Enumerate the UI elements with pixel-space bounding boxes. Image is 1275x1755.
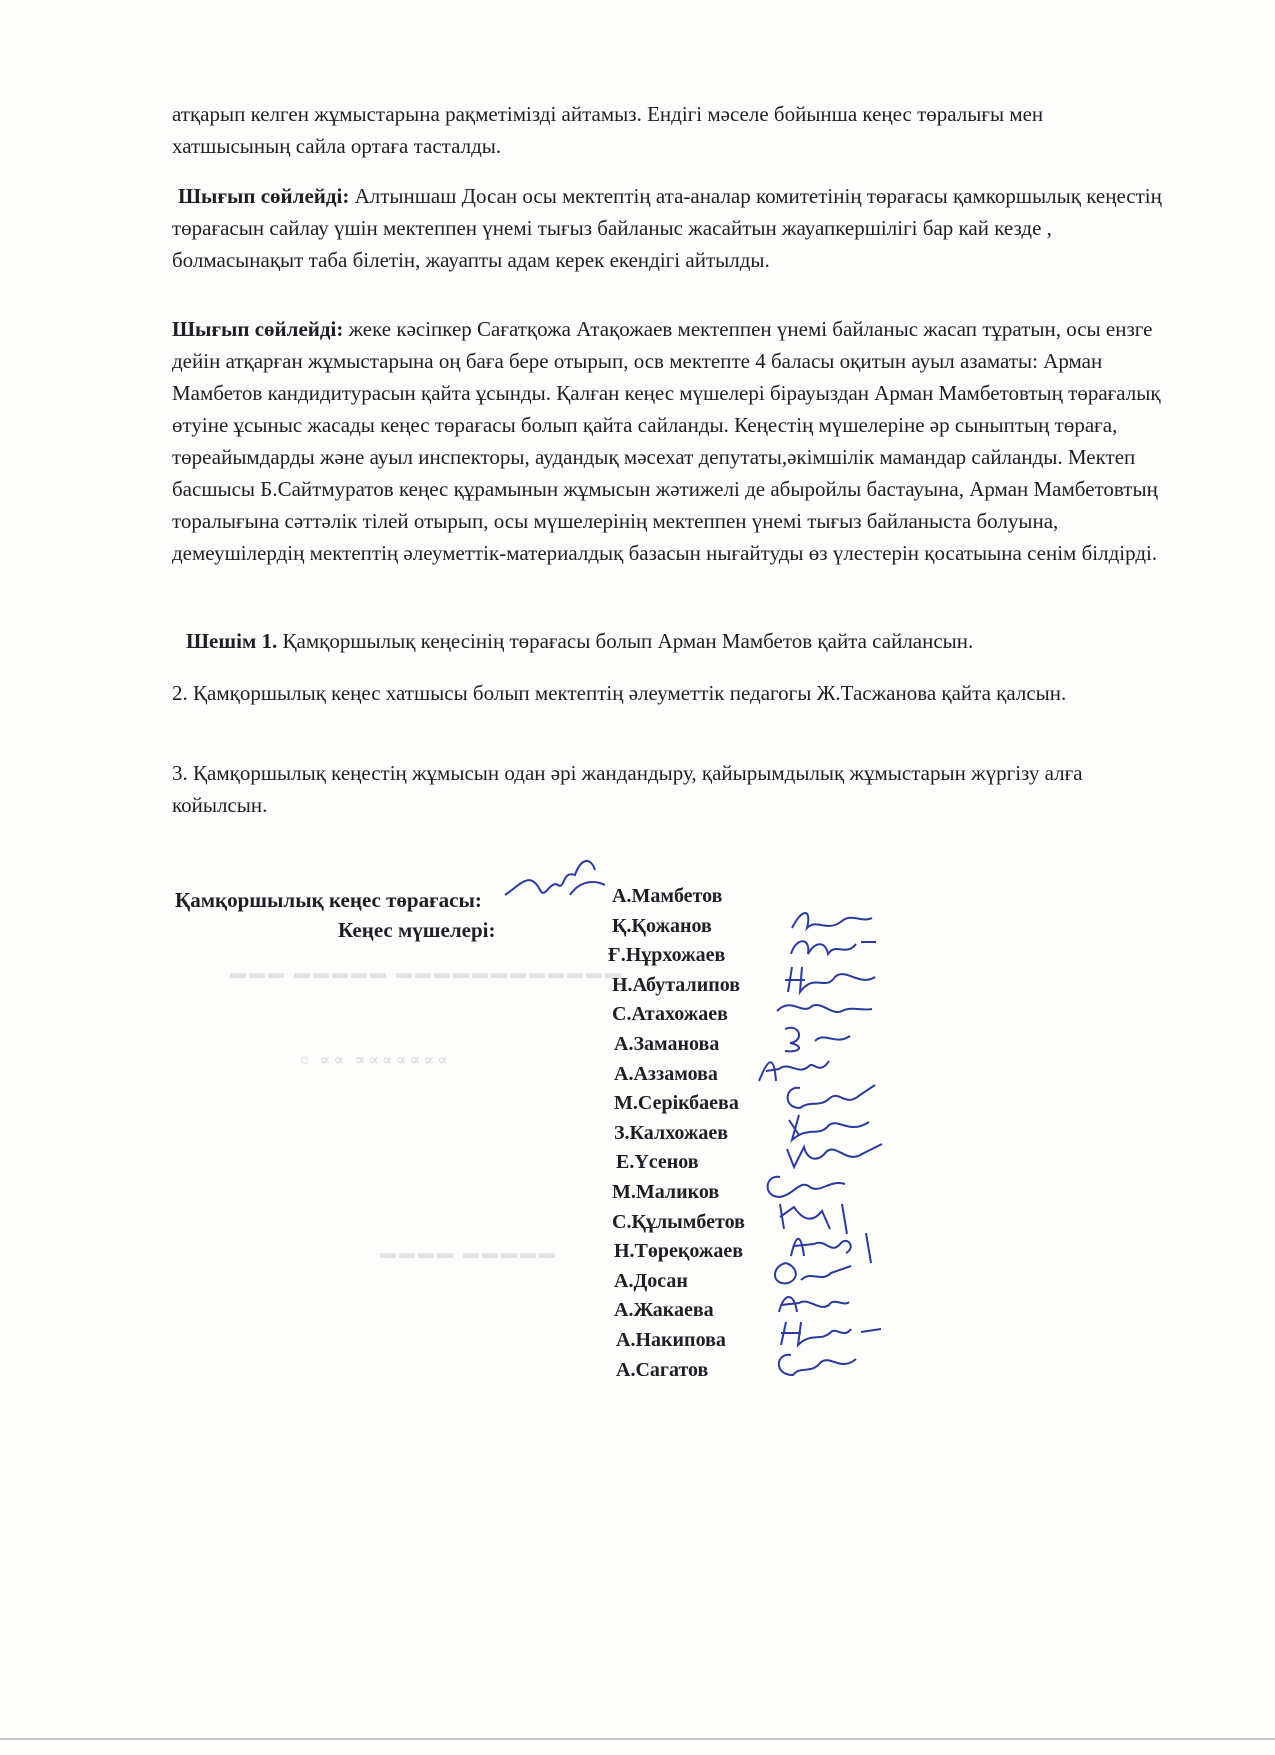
members-label: Кеңес мүшелері: [338,918,496,942]
member-name: М.Маликов [612,1181,720,1203]
chair-label: Қамқоршылық кеңес төрағасы: [175,888,482,912]
member-name: А.Накипова [616,1329,726,1351]
member-name: С.Құлымбетов [612,1211,745,1233]
chair-signature [500,850,610,920]
page-edge-line [0,1738,1275,1740]
member-name: А.Досан [614,1270,688,1292]
paragraph-decision-2: 2. Қамқоршылық кеңес хатшысы болып мектептің әлеуметтік педагогы Ж.Тасжанова қайта қалсын. [172,681,1067,705]
bleed-through-mark: ○ ∝∝ ∝∝∝∝∝∝∝ [300,1052,452,1069]
paragraph-decision-3: 3. Қамқоршылық кеңестің жұмысын одан әрі жандандыру, қайырымдылық жұмыстарын жүргізу алға койылсын. [172,761,1083,817]
member-name: З.Калхожаев [614,1122,729,1144]
member-name: Қ.Қожанов [612,915,712,937]
member-name: А.Аззамова [614,1063,718,1085]
member-name: Н.Төреқожаев [614,1240,744,1262]
paragraph-speaker-1: Шығып сөйлейді: Алтыншаш Досан осы мектептің ата-аналар комитетінің төрағасы қамкоршылық кеңестің төрағасын сайлау үшін мектеппен үнемі тығыз байланыс жасайтын жауапкершілігі бар кай кезде , болмасынақыт таба білетін, жауапты адам керек екендігі айтылды. [172,184,1162,272]
member-name: Ғ.Нұрхожаев [608,944,726,966]
member-name: А.Заманова [614,1033,720,1055]
member-name: Е.Үсенов [616,1151,699,1173]
member-name: А.Жакаева [614,1299,714,1321]
member-name: А.Мамбетов [612,885,723,907]
member-name: С.Атахожаев [612,1003,728,1025]
bleed-through-mark: ▬▬▬▬ ▬▬▬▬▬ [380,1245,558,1262]
member-name: М.Серікбаева [614,1092,739,1114]
member-name: А.Сагатов [616,1359,709,1381]
member-name: Н.Абуталипов [612,974,741,996]
member-signature [771,1347,881,1387]
bleed-through-mark: ▬▬▬ ▬▬▬▬▬ ▬▬▬▬▬▬▬▬▬▬▬▬ [230,965,624,982]
paragraph-decision-1: Шешім 1. Қамқоршылық кеңесінің төрағасы болып Арман Мамбетов қайта сайлансын. [186,629,974,653]
paragraph-intro: атқарып келген жұмыстарына рақметімізді айтамыз. Ендігі мәселе бойынша кеңес төралығы мен хатшысының сайла ортаға тасталды. [172,102,1044,158]
paragraph-speaker-2: Шығып сөйлейді: жеке кәсіпкер Сағатқожа Атақожаев мектеппен үнемі байланыс жасап тұратын, осы ензге дейін атқарған жұмыстарына оң баға бере отырып, осв мектепте 4 баласы оқитын ауыл азаматы: Арман Мамбетов кандидитурасын қайта ұсынды. Қалған кеңес мүшелері бірауыздан Арман Мамбетовтың төрағалық өтуіне ұсыныс жасады кеңес төрағасы болып қайта сайланды. Кеңестің мүшелеріне әр сыныптың төраға, төреайымдарды және ауыл инспекторы, аудандық мәсехат депутаты,әкімшілік мамандар сайланды. Мектеп басшысы Б.Сайтмуратов кеңес құрамынын жұмысын жәтижелі де абыройлы бастауына, Арман Мамбетовтың торалығына сәттәлік тілей отырып, осы мүшелерінің мектеппен үнемі тығыз байланыста болуына, демеушілердің мектептің әлеуметтік-материалдық базасын нығайтуды өз үлестерін қосатыына сенім білдірді. [172,317,1161,565]
